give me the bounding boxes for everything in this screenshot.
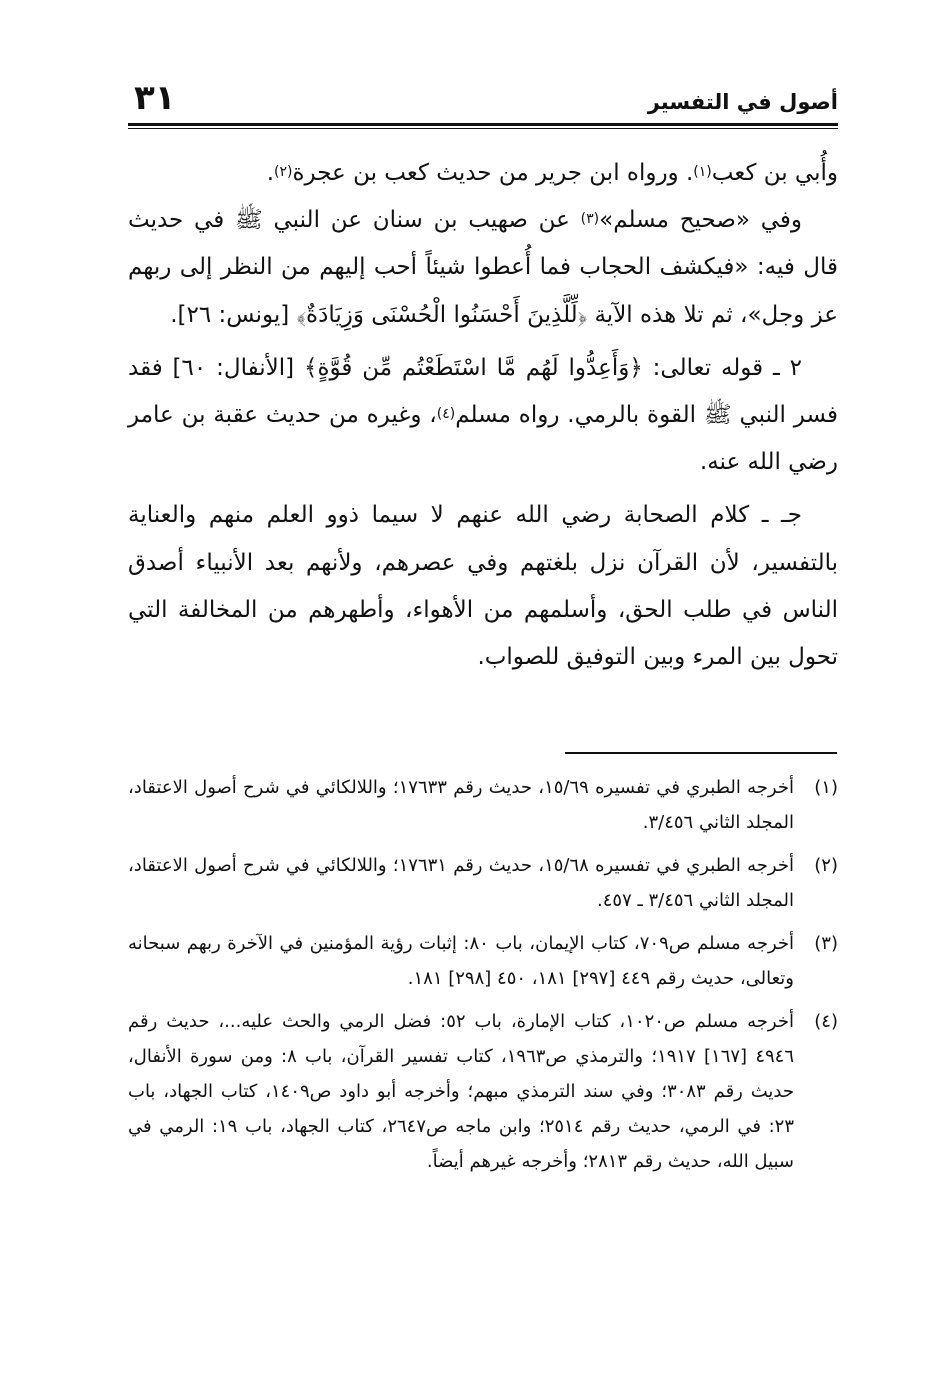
footnote-ref-3: (٣): [580, 211, 600, 228]
footnote-number: (٢): [814, 855, 838, 876]
paragraph-1: وأُبي بن كعب$^{(١)}$. ورواه ابن جرير من حديث كعب بن عجرة$^{(٢)}$.: [266, 160, 838, 186]
paragraph-2: وفي «صحيح مسلم»$^{(٣)}$ عن صهيب بن سنان عن النبي ﷺ في حديث قال فيه: «فيكشف الحجاب فما أُعطوا شيئاً أحب إليهم من النظر إلى ربهم عز وجل»، ثم تلا هذه الآية ﴿لِّلَّذِينَ أَحْسَنُوا الْحُسْنَى وَزِيَادَةٌ﴾ [يونس: ٢٦].: [128, 207, 838, 328]
footnote-text: أخرجه مسلم ص٧٠٩، كتاب الإيمان، باب ٨٠: إثبات رؤية المؤمنين في الآخرة ربهم سبحانه وتعالى، حديث رقم ٤٤٩ [٢٩٧] ١٨١، ٤٥٠ [٢٩٨] ١٨١.: [128, 933, 795, 989]
footnote-text: أخرجه مسلم ص١٠٢٠، كتاب الإمارة، باب ٥٢: فضل الرمي والحث عليه...، حديث رقم ٤٩٤٦ [١٦٧] ١٩١٧؛ والترمذي ص١٩٦٣، كتاب تفسير القرآن، باب ٨: ومن سورة الأنفال، حديث رقم ٣٠٨٣؛ وفي سند الترمذي مبهم؛ وأخرجه أبو داود ص١٤٠٩، كتاب الجهاد، باب ٢٣: في الرمي، حديث رقم ٢٥١٤؛ وابن ماجه ص٢٦٤٧، كتاب الجهاد، باب ١٩: الرمي في سبيل الله، حديث رقم ٢٨١٣؛ وأخرجه غيرهم أيضاً.: [128, 1011, 794, 1172]
footnote-ref-1: (١): [693, 164, 712, 180]
main-text: [128, 150, 838, 681]
footnotes: [128, 770, 838, 1187]
paragraph-4: جـ ـ كلام الصحابة رضي الله عنهم لا سيما ذوو العلم منهم والعناية بالتفسير، لأن القرآن نزل بلغتهم وفي عصرهم، ولأنهم بعد الأنبياء أصدق الناس في طلب الحق، وأسلمهم من الأهواء، وأطهرهم من المخالفة التي تحول بين المرء وبين التوفيق للصواب.: [128, 502, 838, 671]
footnote-3: [128, 926, 838, 996]
footnote-ref-2: (٢): [274, 164, 293, 180]
footnote-4: [128, 1004, 838, 1179]
running-title: أصول في التفسير: [647, 90, 838, 114]
footnote-ref-4: (٤): [436, 406, 456, 423]
footnote-number: (٤): [814, 1011, 838, 1032]
footnote-number: (١): [814, 777, 838, 798]
footnote-text: أخرجه الطبري في تفسيره ١٥/٦٨، حديث رقم ١٧٦٣١؛ واللالكائي في شرح أصول الاعتقاد، المجلد الثاني ٣/٤٥٦ ـ ٤٥٧.: [128, 855, 794, 911]
header-rule: [128, 123, 838, 129]
page-number: ٣١: [134, 78, 176, 118]
footnote-rule: [565, 752, 837, 754]
running-header: [128, 80, 838, 122]
paragraph-3: ٢ ـ قوله تعالى: ﴿وَأَعِدُّوا لَهُم مَّا اسْتَطَعْتُم مِّن قُوَّةٍ﴾ [الأنفال: ٦٠] فقد فسر النبي ﷺ القوة بالرمي. رواه مسلم$^{(٤)}$، وغيره من حديث عقبة بن عامر رضي الله عنه.: [128, 354, 838, 476]
footnote-text: أخرجه الطبري في تفسيره ١٥/٦٩، حديث رقم ١٧٦٣٣؛ واللالكائي في شرح أصول الاعتقاد، المجلد الثاني ٣/٤٥٦.: [128, 777, 794, 833]
footnote-2: [128, 848, 838, 918]
footnote-number: (٣): [814, 933, 838, 954]
footnote-1: [128, 770, 838, 840]
